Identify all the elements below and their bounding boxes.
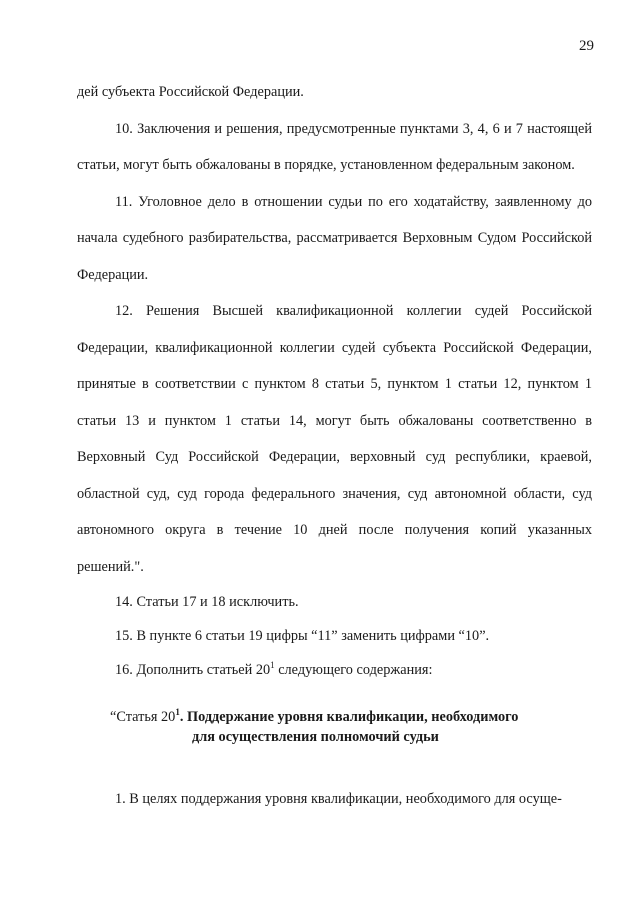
paragraph-11: 11. Уголовное дело в отношении судьи по его ходатайству, заявленному до начала судебного разбирательства, рассматривается Верховным Судом Российской Федерации. [77, 193, 592, 283]
paragraph-16-superscript: 1 [270, 660, 275, 671]
paragraph-16 [77, 653, 592, 687]
paragraph-14: 14. Статьи 17 и 18 исключить. [115, 594, 299, 610]
article-paragraph-1: 1. В целях поддержания уровня квалификации, необходимого для осуще- [115, 791, 562, 807]
paragraph-16-text-after: следующего содержания: [274, 662, 433, 678]
article-heading-superscript: 1 [175, 707, 180, 718]
article-heading-title-line2: для осуществления полномочий судьи [192, 729, 439, 745]
paragraph-continuation: дей субъекта Российской Федерации. [77, 84, 304, 100]
article-heading-title-line1: . Поддержание уровня квалификации, необходимого [179, 709, 519, 725]
paragraph-16-text-before: 16. Дополнить статьей 20 [115, 662, 271, 678]
paragraph-15: 15. В пункте 6 статьи 19 цифры “11” заменить цифрами “10”. [115, 628, 490, 644]
article-heading [77, 707, 592, 747]
article-heading-lead: “Статья 20 [110, 709, 176, 725]
page-number: 29 [579, 38, 594, 54]
paragraph-12: 12. Решения Высшей квалификационной коллегии судей Российской Федерации, квалификационной коллегии судей субъекта Российской Федерации, принятые в соответствии с пунктом 8 статьи 5, пунктом 1 статьи 12, пунктом 1 статьи 13 и пунктом 1 статьи 14, могут быть обжалованы соответственно в Верховный Суд Российской Федерации, верховный суд республики, краевой, областной суд, суд города федерального значения, суд автономной области, суд автономного округа в течение 10 дней после получения копий указанных решений.". [77, 303, 592, 575]
paragraph-10: 10. Заключения и решения, предусмотренные пунктами 3, 4, 6 и 7 настоящей статьи, могут быть обжалованы в порядке, установленном федеральным законом. [77, 120, 592, 173]
document-body [77, 74, 592, 818]
